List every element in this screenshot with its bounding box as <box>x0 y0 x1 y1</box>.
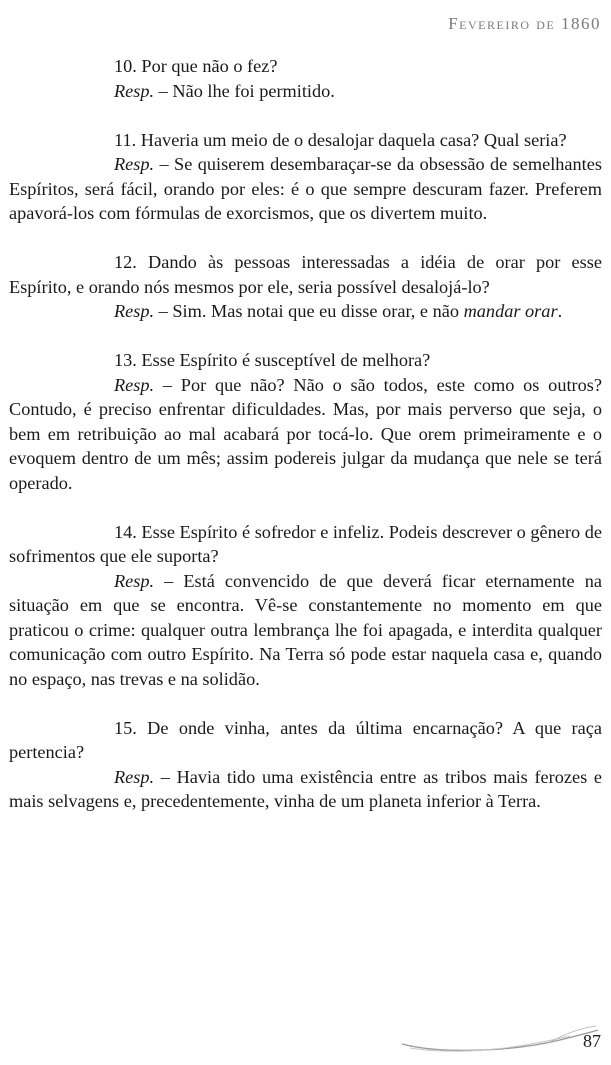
answer-text: – Não lhe foi permitido. <box>154 80 335 101</box>
answer-emphasis: mandar orar <box>463 301 558 321</box>
resp-label: Resp. <box>114 766 155 787</box>
question-10: 10. Por que não o fez? <box>114 56 278 76</box>
resp-label: Resp. <box>114 570 155 591</box>
resp-label: Resp. <box>114 154 155 174</box>
answer-text: – Se quiserem desembaraçar-se da obsessão de semelhantes Espíritos, será fácil, orando por eles: é o que sempre descuram fazer. Preferem apavorá-los com fórmulas de exorcismos, que os divertem muito. <box>9 154 602 223</box>
resp-label: Resp. <box>114 301 155 321</box>
answer-13 <box>9 373 602 496</box>
answer-14 <box>9 569 602 692</box>
answer-text: – Sim. Mas notai que eu disse orar, e não <box>154 301 464 321</box>
running-header: Fevereiro de 1860 <box>448 14 601 33</box>
answer-text: – Por que não? Não o são todos, este como os outros? Contudo, é preciso enfrentar dificuldades. Mas, por mais perverso que seja, o bem em retribuição ao mal acabará por tocá-lo. Que orem primeiramente e o evoquem dentro de um mês; assim podereis julgar da mudança que nele se terá operado. <box>9 374 602 493</box>
question-13: 13. Esse Espírito é susceptível de melhora? <box>114 350 431 370</box>
resp-label: Resp. <box>114 374 155 395</box>
page-flourish-ornament <box>400 1018 600 1058</box>
document-body <box>9 54 602 814</box>
answer-12 <box>9 299 602 324</box>
resp-label: Resp. <box>114 80 155 101</box>
question-12: 12. Dando às pessoas interessadas a idéia de orar por esse Espírito, e orando nós mesmos por ele, seria possível desalojá-lo? <box>9 252 602 297</box>
answer-text: – Havia tido uma existência entre as tribos mais ferozes e mais selvagens e, precedentemente, vinha de um planeta inferior à Terra. <box>9 766 602 811</box>
answer-15 <box>9 765 602 814</box>
page-number: 87 <box>583 1031 601 1051</box>
answer-11 <box>9 152 602 226</box>
answer-text: – Está convencido de que deverá ficar eternamente na situação em que se encontra. Vê-se constantemente no momento em que praticou o crime: qualquer outra lembrança lhe foi apagada, e interdita qualquer comunicação com outro Espírito. Na Terra só pode estar naquela casa e, quando no espaço, nas trevas e na solidão. <box>9 570 602 689</box>
question-15: 15. De onde vinha, antes da última encarnação? A que raça pertencia? <box>9 717 602 762</box>
answer-10 <box>9 79 602 104</box>
answer-end: . <box>557 301 563 321</box>
question-11: 11. Haveria um meio de o desalojar daquela casa? Qual seria? <box>114 129 567 150</box>
question-14: 14. Esse Espírito é sofredor e infeliz. Podeis descrever o gênero de sofrimentos que ele suporta? <box>9 521 602 566</box>
